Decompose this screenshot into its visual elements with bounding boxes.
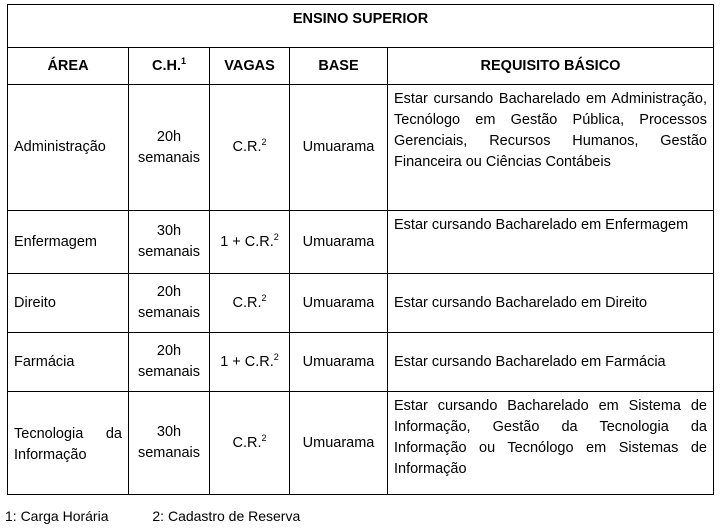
cell-area: Direito — [8, 274, 129, 333]
cell-ch — [129, 85, 210, 211]
cell-ch-hours: 30h — [156, 424, 182, 440]
cell-requisito: Estar cursando Bacharelado em Sistema de Informação, Gestão da Tecnologia da Informação ou Tecnólogo em Sistemas de Informação — [388, 392, 714, 495]
cell-ch-unit: semanais — [137, 445, 201, 461]
cell-area: Enfermagem — [8, 211, 129, 274]
cell-ch-hours: 20h — [156, 343, 182, 359]
cell-vagas-text: C.R. — [232, 434, 262, 451]
cell-requisito: Estar cursando Bacharelado em Direito — [388, 274, 714, 333]
cell-area: Administração — [8, 85, 129, 211]
table-row — [8, 211, 714, 274]
cell-vagas-footnote-mark: 2 — [261, 137, 267, 148]
cell-ch-hours: 20h — [156, 128, 182, 145]
cell-vagas-text: 1 + C.R. — [220, 353, 274, 370]
table-row — [8, 392, 714, 495]
header-vagas: VAGAS — [210, 48, 290, 85]
cell-area: Farmácia — [8, 333, 129, 392]
cell-vagas-footnote-mark: 2 — [261, 292, 267, 303]
cell-vagas-text: C.R. — [232, 139, 262, 155]
cell-ch — [129, 333, 210, 392]
cell-requisito: Estar cursando Bacharelado em Farmácia — [388, 333, 714, 392]
cell-base: Umuarama — [290, 274, 388, 333]
cell-base: Umuarama — [290, 211, 388, 274]
cell-base: Umuarama — [290, 85, 388, 211]
cell-base: Umuarama — [290, 392, 388, 495]
cell-requisito: Estar cursando Bacharelado em Administração, Tecnólogo em Gestão Pública, Processos Gerenciais, Recursos Humanos, Gestão Financeira ou Ciências Contábeis — [388, 85, 714, 211]
footnote-carga-horaria: 1: Carga Horária — [5, 508, 109, 524]
cell-ch-hours: 20h — [156, 284, 182, 300]
cell-ch-unit: semanais — [137, 149, 201, 166]
cell-area: Tecnologia da Informação — [8, 392, 129, 495]
table-row — [8, 85, 714, 211]
cell-ch-unit: semanais — [137, 244, 201, 260]
table-row — [8, 274, 714, 333]
cell-ch — [129, 211, 210, 274]
cell-vagas — [210, 211, 290, 274]
cell-ch-hours: 30h — [156, 223, 182, 239]
cell-vagas — [210, 85, 290, 211]
header-base: BASE — [290, 48, 388, 85]
ensino-superior-table — [7, 4, 714, 495]
cell-ch-unit: semanais — [137, 364, 201, 380]
cell-vagas-text: C.R. — [232, 294, 262, 311]
table-row — [8, 333, 714, 392]
cell-vagas — [210, 274, 290, 333]
cell-vagas-footnote-mark: 2 — [273, 351, 279, 362]
table-header-row — [8, 48, 714, 85]
header-ch — [129, 48, 210, 85]
cell-requisito: Estar cursando Bacharelado em Enfermagem — [388, 211, 714, 274]
cell-vagas-footnote-mark: 2 — [273, 231, 279, 242]
cell-vagas — [210, 392, 290, 495]
header-ch-footnote-mark: 1 — [180, 55, 186, 66]
footnotes — [5, 508, 300, 524]
cell-ch-unit: semanais — [137, 305, 201, 321]
header-requisito: REQUISITO BÁSICO — [388, 48, 714, 85]
footnote-cadastro-reserva: 2: Cadastro de Reserva — [152, 508, 301, 524]
cell-vagas-footnote-mark: 2 — [261, 432, 267, 443]
cell-vagas — [210, 333, 290, 392]
table-title: ENSINO SUPERIOR — [8, 5, 714, 48]
cell-ch — [129, 274, 210, 333]
header-area: ÁREA — [8, 48, 129, 85]
cell-vagas-text: 1 + C.R. — [220, 233, 274, 250]
cell-ch — [129, 392, 210, 495]
header-ch-label: C.H. — [151, 57, 181, 74]
cell-base: Umuarama — [290, 333, 388, 392]
table-title-row — [8, 5, 714, 48]
